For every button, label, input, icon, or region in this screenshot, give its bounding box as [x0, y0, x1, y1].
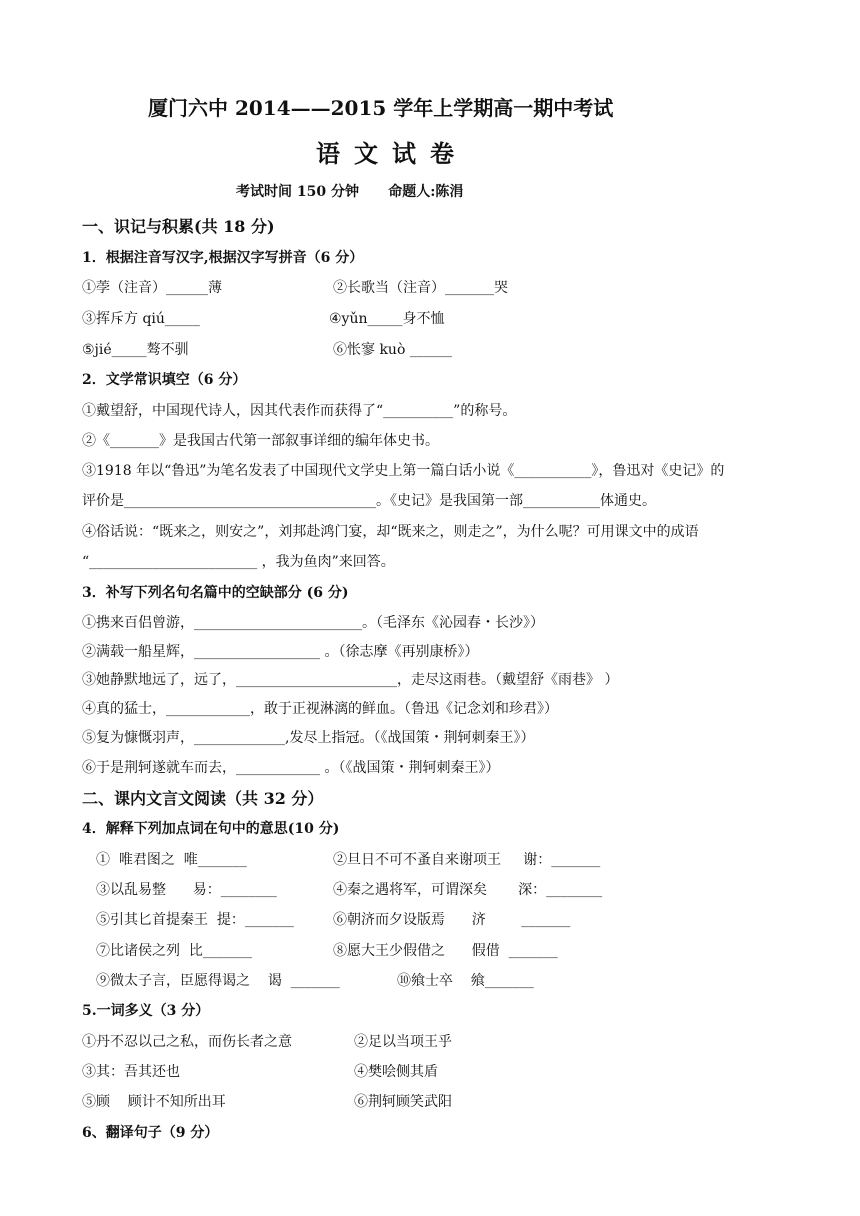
q4-item-10: ⑩飨士卒 飨_______: [397, 973, 534, 989]
q1-item-5: ⑤jié_____骜不驯: [82, 342, 189, 358]
exam-title: 厦门六中 2014——2015 学年上学期高一期中考试: [148, 96, 614, 120]
q1-item-2: ②长歌当（注音）_______哭: [333, 280, 508, 296]
q2-line-6: “________________________ ，我为鱼肉”来回答。: [82, 554, 395, 570]
q2-line-3: ③1918 年以“鲁迅”为笔名发表了中国现代文学史上第一篇白话小说《___________》，鲁迅对《史记》的: [82, 463, 725, 479]
q5-item-5: ⑤顾 顾计不知所出耳: [82, 1094, 226, 1110]
q3-line-4: ④真的猛士，____________，敢于正视淋漓的鲜血。（鲁迅《记念刘和珍君》）: [82, 701, 558, 717]
q2-line-5: ④俗话说：“既来之，则安之”，刘邦赴鸿门宴，却“既来之，则走之”，为什么呢？可用课文中的成语: [82, 524, 699, 540]
q4-item-8: ⑧愿大王少假借之 假借 _______: [333, 943, 558, 959]
q4-item-2: ②旦日不可不蚤自来谢项王 谢：_______: [333, 852, 601, 868]
question-2-title: 2．文学常识填空（6 分）: [82, 372, 247, 388]
q1-item-1: ①荸（注音）______薄: [82, 280, 222, 296]
section-2-heading: 二、课内文言文阅读（共 32 分）: [82, 789, 324, 808]
q4-item-7: ⑦比诸侯之列 比_______: [96, 943, 252, 959]
exam-info: 考试时间 150 分钟 命题人:陈涓: [236, 184, 464, 200]
q1-item-4: ④yǔn_____身不恤: [329, 311, 445, 327]
question-5-title: 5.一词多义（3 分）: [82, 1003, 210, 1019]
q4-item-3: ③以乱易整 易：________: [96, 882, 277, 898]
section-1-heading: 一、识记与积累(共 18 分): [82, 217, 275, 236]
question-6-title: 6、翻译句子（9 分）: [82, 1125, 219, 1141]
q1-item-3: ③挥斥方 qiú_____: [82, 311, 200, 327]
q2-line-1: ①戴望舒，中国现代诗人，因其代表作而获得了“__________”的称号。: [82, 403, 517, 419]
q1-item-6: ⑥怅寥 kuò ______: [333, 342, 452, 358]
q4-item-6: ⑥朝济而夕设版焉 济 _______: [333, 912, 571, 928]
q3-line-5: ⑤复为慷慨羽声，_____________,发尽上指冠。（《战国策・荆轲刺秦王》）: [82, 730, 535, 746]
q3-line-1: ①携来百侣曾游，________________________。（毛泽东《沁园春・长沙》）: [82, 615, 544, 631]
q3-line-3: ③她静默地远了，远了，_______________________，走尽这雨巷。（戴望舒《雨巷》 ）: [82, 672, 619, 688]
q5-item-6: ⑥荆轲顾笑武阳: [354, 1094, 452, 1110]
q5-item-2: ②足以当项王乎: [354, 1034, 452, 1050]
q2-line-2: ②《_______》是我国古代第一部叙事详细的编年体史书。: [82, 433, 439, 449]
q2-line-4: 评价是____________________________________。《史记》是我国第一部___________体通史。: [82, 493, 656, 509]
q4-item-4: ④秦之遇将军，可谓深矣 深：________: [333, 882, 603, 898]
q4-item-1: ① 唯君图之 唯_______: [96, 852, 247, 868]
question-3-title: 3．补写下列名句名篇中的空缺部分 (6 分): [82, 585, 349, 601]
q5-item-1: ①丹不忍以己之私，而伤长者之意: [82, 1034, 292, 1050]
q5-item-4: ④樊哙侧其盾: [354, 1064, 438, 1080]
q3-line-6: ⑥于是荆轲遂就车而去，____________ 。（《战国策・荆轲刺秦王》）: [82, 760, 500, 776]
question-4-title: 4．解释下列加点词在句中的意思(10 分): [82, 821, 340, 837]
subject-title: 语文试卷: [316, 139, 468, 168]
q4-item-9: ⑨微太子言，臣愿得谒之 谒 _______: [96, 973, 340, 989]
q4-item-5: ⑤引其匕首提秦王 提：_______: [96, 912, 294, 928]
q3-line-2: ②满载一船星辉，__________________ 。（徐志摩《再别康桥》）: [82, 644, 479, 660]
q5-item-3: ③其：吾其还也: [82, 1064, 180, 1080]
question-1-title: 1．根据注音写汉字,根据汉字写拼音（6 分）: [82, 250, 364, 266]
